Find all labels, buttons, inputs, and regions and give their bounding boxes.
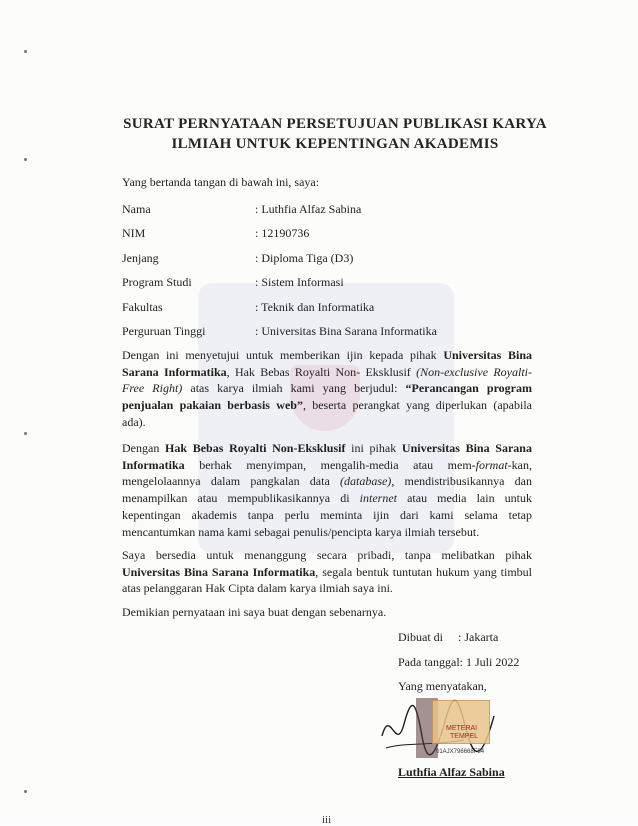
scan-speck (24, 50, 27, 53)
para2-institution: Universitas Bina Sarana Informatika (122, 441, 532, 472)
field-value-fakultas: : Teknik dan Informatika (255, 300, 375, 314)
para3-text-a: Saya bersedia untuk menanggung secara pribadi, tanpa melibatkan pihak (122, 548, 532, 562)
paragraph-consent (122, 347, 532, 431)
field-value-jenjang: : Diploma Tiga (D3) (255, 251, 354, 265)
para1-text-a: Dengan ini menyetujui untuk memberikan ijin kepada pihak (122, 348, 444, 362)
field-label-nim: NIM (122, 226, 146, 240)
para2-text-e: berhak menyimpan, mengalih-media atau mem- (184, 457, 476, 472)
signature-date: Pada tanggal: 1 Juli 2022 (398, 655, 520, 669)
signature-place-label: Dibuat di (398, 630, 443, 644)
stamp-label: METERAI (446, 725, 478, 732)
field-label-fakultas: Fakultas (122, 300, 163, 314)
para1-text-g: , beserta perangkat yang diperlukan (apabila ada). (122, 398, 532, 429)
document-title-line-2: ILMIAH UNTUK KEPENTINGAN AKADEMIS (171, 136, 499, 152)
scan-speck (24, 158, 27, 161)
scan-speck (24, 432, 27, 435)
paragraph-liability (122, 547, 532, 597)
signature-declarer: Yang menyatakan, (398, 679, 487, 693)
para2-format-term: format (475, 457, 508, 472)
para2-text-i: , mendistribusikannya dan menampilkan atau mempublikasikannya di (122, 474, 532, 506)
para1-thesis-title: “Perancangan program penjualan pakaian berbasis web” (122, 381, 533, 413)
para3-institution: Universitas Bina Sarana Informatika (122, 564, 316, 579)
para1-text-c: , Hak Bebas Royalti Non- Eksklusif (226, 364, 417, 379)
para2-text-k: atau media lain untuk kepentingan akademis tanpa perlu meminta ijin dari kami selama tetap mencantumkan nama kami sebagai penulis/pencipta karya ilmiah tersebut. (122, 491, 532, 539)
field-label-nama: Nama (122, 202, 151, 216)
para1-text-e: atas karya ilmiah kami yang berjudul: (182, 381, 406, 396)
para2-text-g: -kan, mengelolaannya dalam pangkalan data (122, 457, 532, 489)
field-value-nim: : 12190736 (255, 226, 310, 240)
para3-text-c: , segala bentuk tuntutan hukum yang timbul atas pelanggaran Hak Cipta dalam karya ilmiah saya ini. (122, 564, 532, 596)
para2-text-c: ini pihak (345, 441, 402, 455)
signature-place-value: : Jakarta (458, 630, 499, 644)
closing-statement: Demikian pernyataan ini saya buat dengan sebenarnya. (122, 605, 387, 619)
field-label-perguruan-tinggi: Perguruan Tinggi (122, 324, 206, 338)
field-value-nama: : Luthfia Alfaz Sabina (255, 202, 362, 216)
para2-database-term: (database) (339, 474, 392, 489)
para1-institution: Universitas Bina Sarana Informatika (122, 348, 532, 379)
stamp-serial: 01AJX796668F84 (436, 749, 485, 755)
field-label-program-studi: Program Studi (122, 275, 192, 289)
document-title-line-1: SURAT PERNYATAAN PERSETUJUAN PUBLIKASI KARYA (123, 116, 547, 132)
scan-speck (24, 790, 27, 793)
stamp-label-2: TEMPEL (450, 733, 479, 740)
field-value-program-studi: : Sistem Informasi (255, 275, 344, 289)
field-value-perguruan-tinggi: : Universitas Bina Sarana Informatika (255, 324, 437, 338)
para2-internet-term: internet (359, 491, 397, 506)
para2-text-a: Dengan (122, 441, 166, 455)
intro-text: Yang bertanda tangan di bawah ini, saya: (122, 175, 320, 189)
paragraph-rights (122, 440, 532, 540)
field-label-jenjang: Jenjang (122, 251, 159, 265)
para2-rights-term: Hak Bebas Royalti Non-Eksklusif (165, 441, 346, 455)
signer-name: Luthfia Alfaz Sabina (398, 765, 505, 779)
para1-english-term: (Non-exclusive Royalti-Free Right) (122, 364, 532, 396)
page-number: iii (322, 814, 332, 826)
